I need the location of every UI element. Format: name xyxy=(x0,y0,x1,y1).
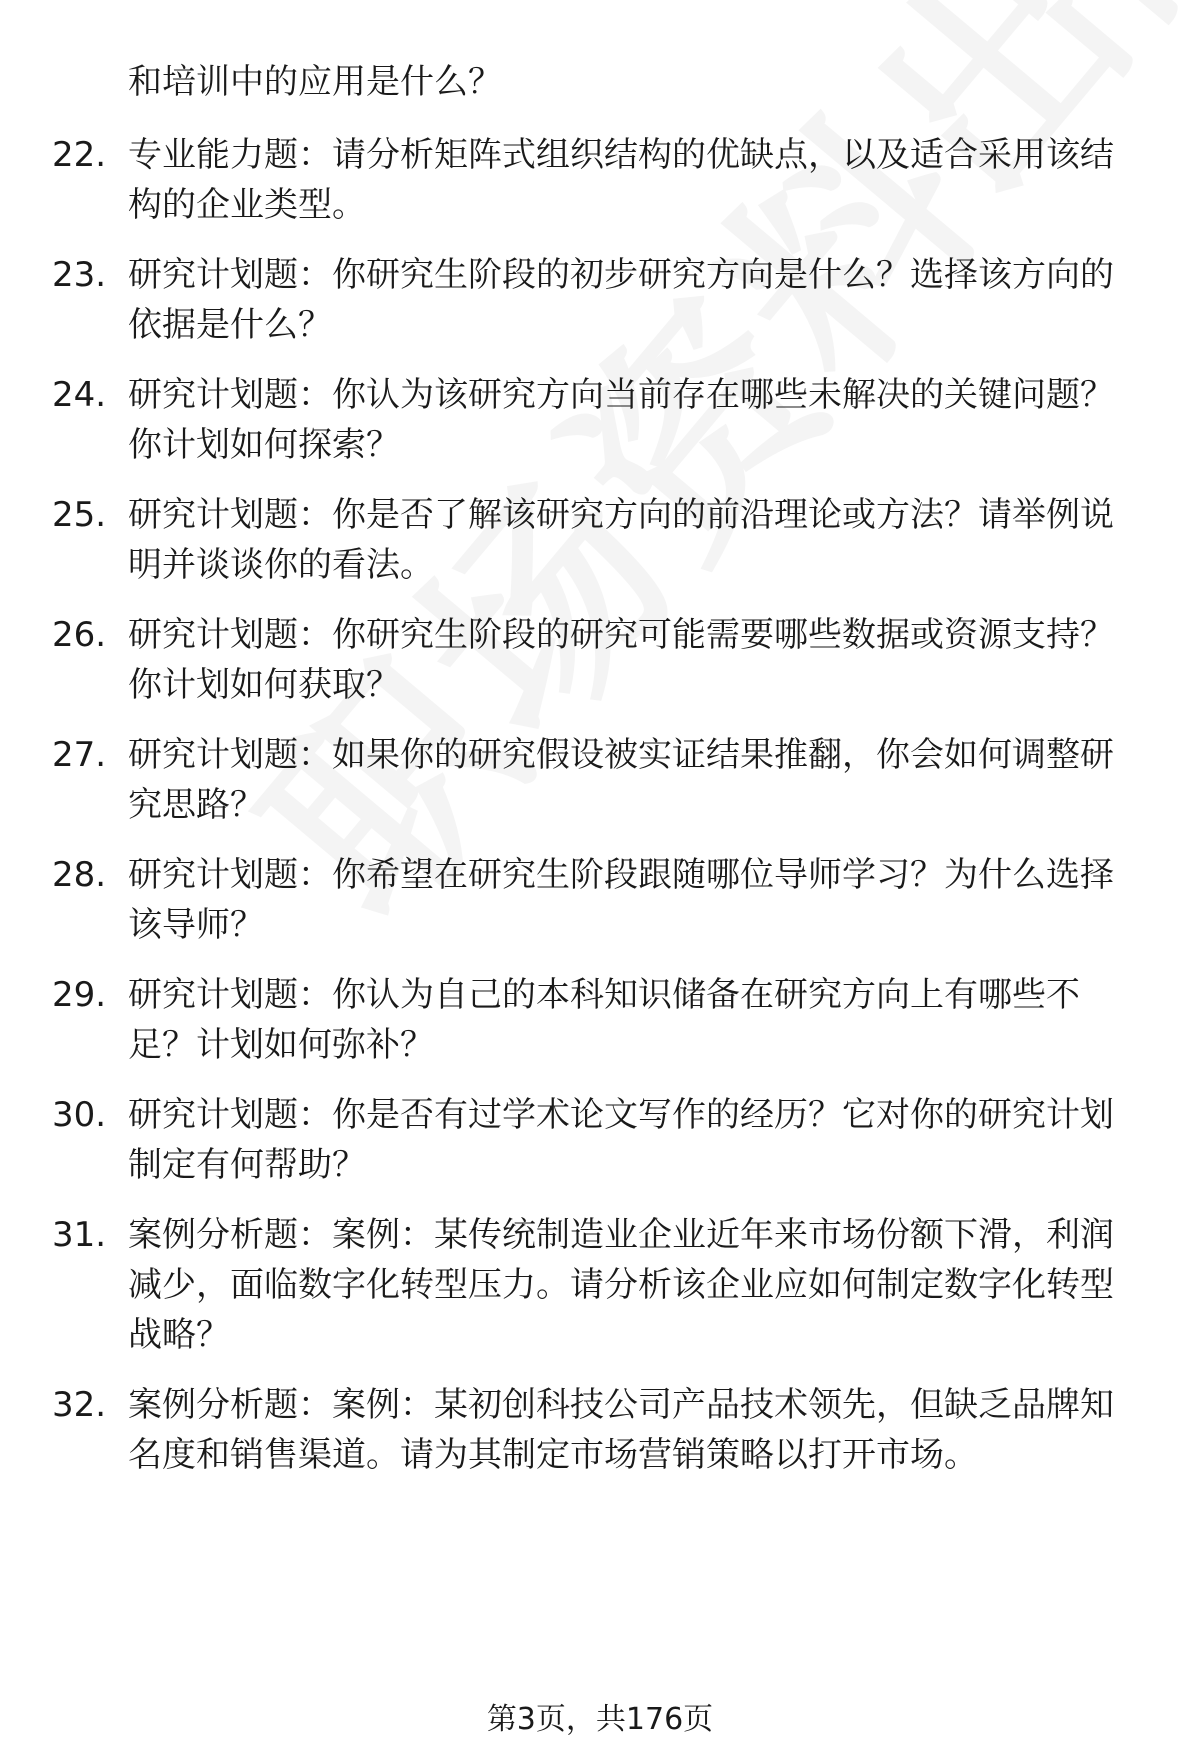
question-text: 案例分析题：案例：某传统制造业企业近年来市场份额下滑，利润减少，面临数字化转型压力。请分析该企业应如何制定数字化转型战略？ xyxy=(128,1215,1114,1355)
question-number: 25. xyxy=(52,495,107,535)
question-text: 研究计划题：你希望在研究生阶段跟随哪位导师学习？为什么选择该导师？ xyxy=(128,855,1114,945)
question-item xyxy=(52,1090,1152,1190)
page-footer: 第3页，共176页 xyxy=(486,1702,714,1737)
continuation-text: 和培训中的应用是什么？ xyxy=(128,62,502,102)
question-item xyxy=(52,130,1152,230)
question-item xyxy=(52,970,1152,1070)
question-number: 31. xyxy=(52,1215,107,1255)
question-text: 研究计划题：你认为该研究方向当前存在哪些未解决的关键问题？你计划如何探索？ xyxy=(128,375,1114,465)
question-item xyxy=(52,250,1152,350)
question-number: 30. xyxy=(52,1095,107,1135)
question-number: 26. xyxy=(52,615,107,655)
question-text: 研究计划题：如果你的研究假设被实证结果推翻，你会如何调整研究思路？ xyxy=(128,735,1114,825)
question-number: 28. xyxy=(52,855,107,895)
question-text: 研究计划题：你认为自己的本科知识储备在研究方向上有哪些不足？计划如何弥补？ xyxy=(128,975,1080,1065)
question-item xyxy=(52,1210,1152,1360)
question-item xyxy=(52,490,1152,590)
question-item xyxy=(52,1380,1152,1480)
question-text: 专业能力题：请分析矩阵式组织结构的优缺点，以及适合采用该结构的企业类型。 xyxy=(128,135,1114,225)
question-item xyxy=(52,850,1152,950)
question-number: 27. xyxy=(52,735,107,775)
question-number: 32. xyxy=(52,1385,107,1425)
question-text: 研究计划题：你是否有过学术论文写作的经历？它对你的研究计划制定有何帮助？ xyxy=(128,1095,1114,1185)
question-number: 22. xyxy=(52,135,107,175)
question-item xyxy=(52,610,1152,710)
question-text: 研究计划题：你研究生阶段的研究可能需要哪些数据或资源支持？你计划如何获取？ xyxy=(128,615,1114,705)
question-text: 研究计划题：你研究生阶段的初步研究方向是什么？选择该方向的依据是什么？ xyxy=(128,255,1114,345)
question-number: 24. xyxy=(52,375,107,415)
question-item xyxy=(52,730,1152,830)
question-text: 研究计划题：你是否了解该研究方向的前沿理论或方法？请举例说明并谈谈你的看法。 xyxy=(128,495,1114,585)
question-number: 23. xyxy=(52,255,107,295)
question-item xyxy=(52,370,1152,470)
question-number: 29. xyxy=(52,975,107,1015)
question-text: 案例分析题：案例：某初创科技公司产品技术领先，但缺乏品牌知名度和销售渠道。请为其制定市场营销策略以打开市场。 xyxy=(128,1385,1114,1475)
